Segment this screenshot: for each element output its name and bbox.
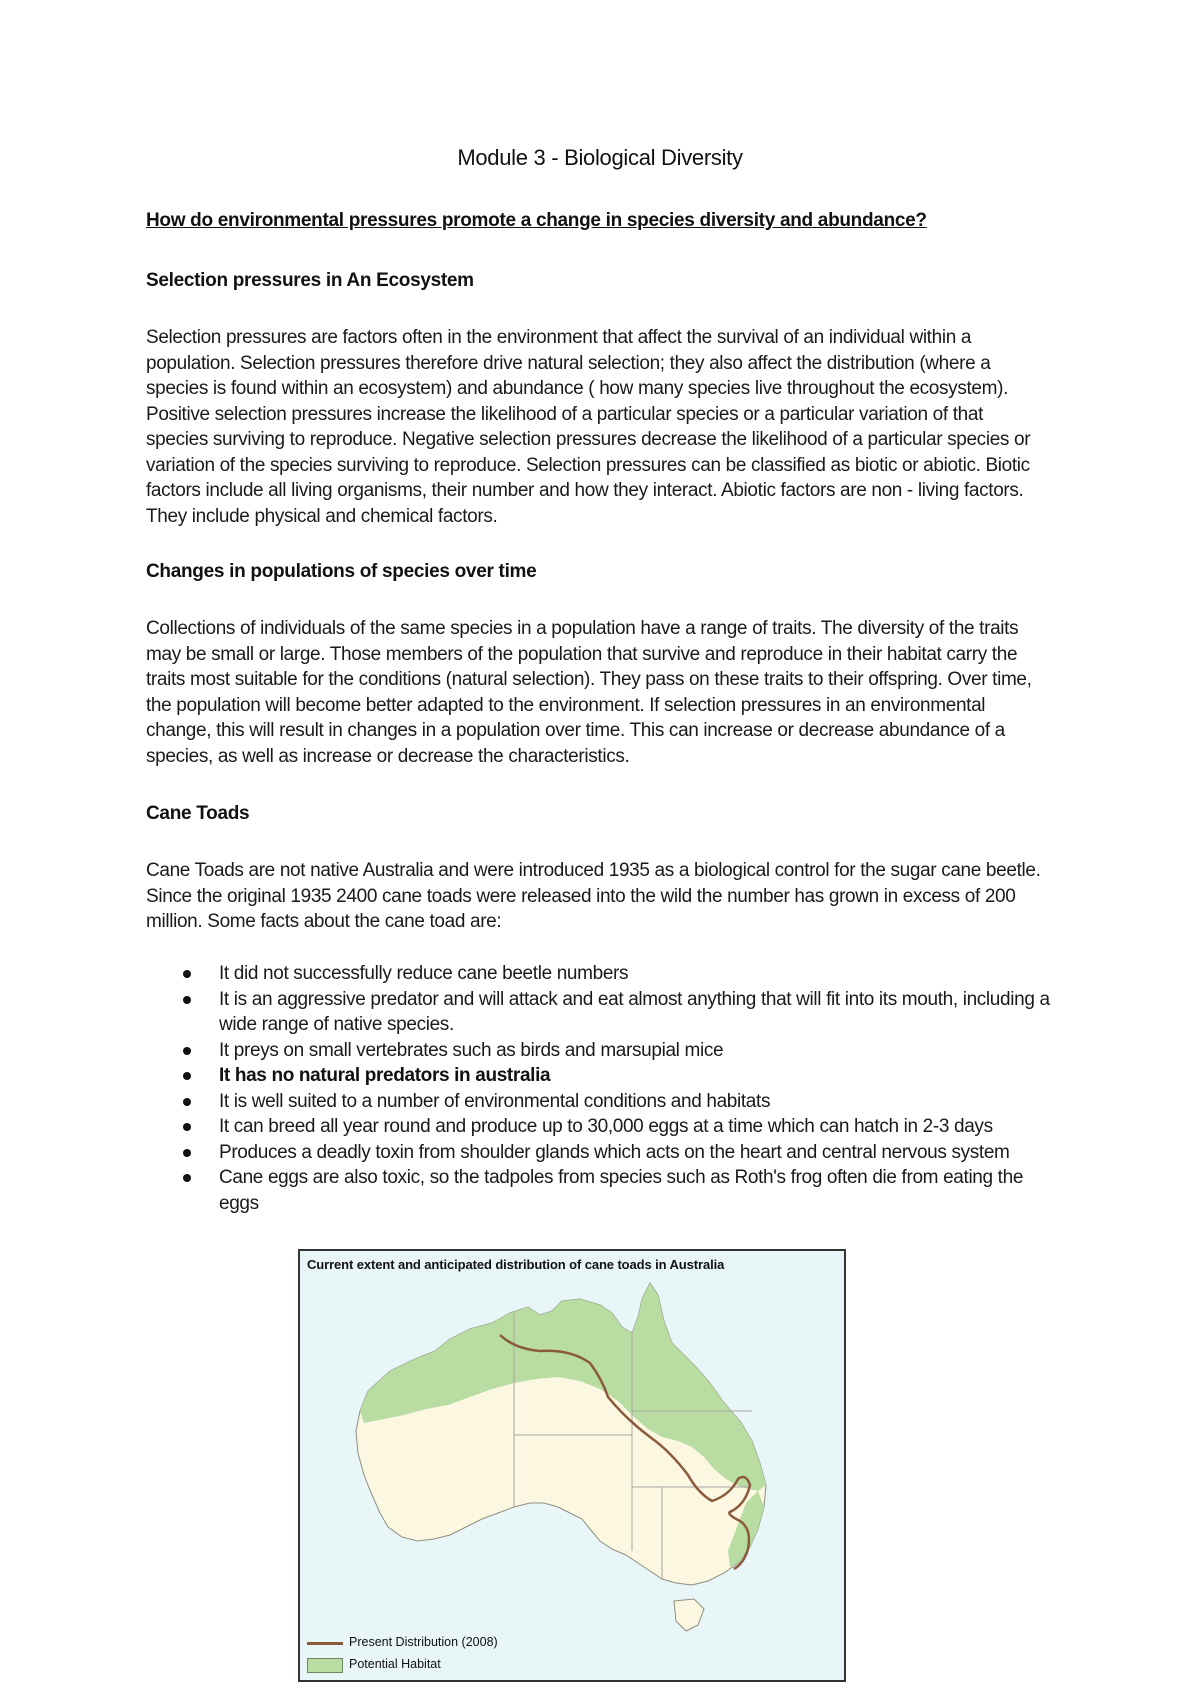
text-line: Since the original 1935 2400 cane toads were released into the wild the number has grown in excess of 200 xyxy=(146,885,1016,907)
list-item-text: It can breed all year round and produce up to 30,000 eggs at a time which can hatch in 2-3 days xyxy=(219,1116,993,1137)
text-line: variation of the species surviving to reproduce. Selection pressures can be classified as biotic or abiotic. Biotic xyxy=(146,454,1030,476)
bullet-icon xyxy=(183,1047,191,1055)
list-item xyxy=(146,1165,1066,1216)
map-title: Current extent and anticipated distribution of cane toads in Australia xyxy=(307,1257,725,1272)
guiding-question: How do environmental pressures promote a change in species diversity and abundance? xyxy=(146,210,927,231)
bullet-icon xyxy=(183,1098,191,1106)
bullet-icon xyxy=(183,970,191,978)
cane-toad-facts-list xyxy=(146,961,1066,1216)
paragraph-cane-toads xyxy=(146,858,1066,935)
legend-line-swatch xyxy=(307,1642,343,1645)
text-line: Cane Toads are not native Australia and were introduced 1935 as a biological control for the sugar cane beetle. xyxy=(146,860,1041,881)
list-item xyxy=(146,1114,1066,1140)
text-line: traits most suitable for the conditions (natural selection). They pass on these traits to their offspring. Over time, xyxy=(146,669,1032,690)
text-line: species, as well as increase or decrease the characteristics. xyxy=(146,745,630,767)
text-line: million. Some facts about the cane toad are: xyxy=(146,911,502,932)
heading-cane-toads: Cane Toads xyxy=(146,803,250,824)
text-line: They include physical and chemical factors. xyxy=(146,505,498,527)
list-item-text: It did not successfully reduce cane beetle numbers xyxy=(219,963,629,984)
text-line: species surviving to reproduce. Negative selection pressures decrease the likelihood of a particular species or xyxy=(146,429,1031,450)
list-item-text: It is well suited to a number of environmental conditions and habitats xyxy=(219,1090,771,1112)
list-item-text: It is an aggressive predator and will attack and eat almost anything that will fit into its mouth, including a wide range of native species. xyxy=(219,988,1050,1035)
text-line: may be small or large. Those members of the population that survive and reproduce in their habitat carry the xyxy=(146,643,1018,665)
text-line: change, this will result in changes in a population over time. This can increase or decrease abundance of a xyxy=(146,720,1005,741)
text-line: factors include all living organisms, their number and how they interact. Abiotic factors are non - living factors. xyxy=(146,480,1024,501)
list-item xyxy=(146,1140,1066,1166)
list-item xyxy=(146,1063,1066,1089)
australia-map-graphic xyxy=(300,1251,844,1680)
list-item-text: It has no natural predators in australia xyxy=(219,1065,551,1086)
list-item xyxy=(146,987,1066,1038)
page-title: Module 3 - Biological Diversity xyxy=(457,145,743,170)
bullet-icon xyxy=(183,1174,191,1182)
text-line: species is found within an ecosystem) and abundance ( how many species live throughout the ecosystem). xyxy=(146,378,1009,399)
paragraph-selection-pressures xyxy=(146,325,1066,529)
list-item-text: Produces a deadly toxin from shoulder glands which acts on the heart and central nervous system xyxy=(219,1141,1010,1163)
text-line: Collections of individuals of the same species in a population have a range of traits. The diversity of the traits xyxy=(146,618,1019,639)
legend-label: Present Distribution (2008) xyxy=(349,1635,498,1649)
legend-potential-habitat xyxy=(307,1657,557,1675)
paragraph-population-changes xyxy=(146,616,1066,769)
bullet-icon xyxy=(183,1072,191,1080)
heading-selection-pressures: Selection pressures in An Ecosystem xyxy=(146,270,474,291)
legend-label: Potential Habitat xyxy=(349,1657,441,1671)
text-line: the population will become better adapted to the environment. If selection pressures in an environmental xyxy=(146,694,986,716)
legend-fill-swatch xyxy=(307,1658,343,1673)
list-item-text: Cane eggs are also toxic, so the tadpoles from species such as Roth's frog often die from eating the eggs xyxy=(219,1167,1024,1214)
bullet-icon xyxy=(183,1149,191,1157)
list-item xyxy=(146,1089,1066,1115)
tasmania-shape xyxy=(674,1599,704,1631)
text-line: Selection pressures are factors often in the environment that affect the survival of an individual within a xyxy=(146,327,972,348)
list-item xyxy=(146,1038,1066,1064)
legend-present-distribution xyxy=(307,1635,557,1653)
text-line: Positive selection pressures increase the likelihood of a particular species or a particular variation of that xyxy=(146,403,984,425)
bullet-icon xyxy=(183,996,191,1004)
bullet-icon xyxy=(183,1123,191,1131)
heading-population-changes: Changes in populations of species over time xyxy=(146,561,537,582)
list-item xyxy=(146,961,1066,987)
text-line: population. Selection pressures therefore drive natural selection; they also affect the distribution (where a xyxy=(146,352,991,374)
list-item-text: It preys on small vertebrates such as birds and marsupial mice xyxy=(219,1039,724,1061)
cane-toad-distribution-map xyxy=(298,1249,846,1682)
